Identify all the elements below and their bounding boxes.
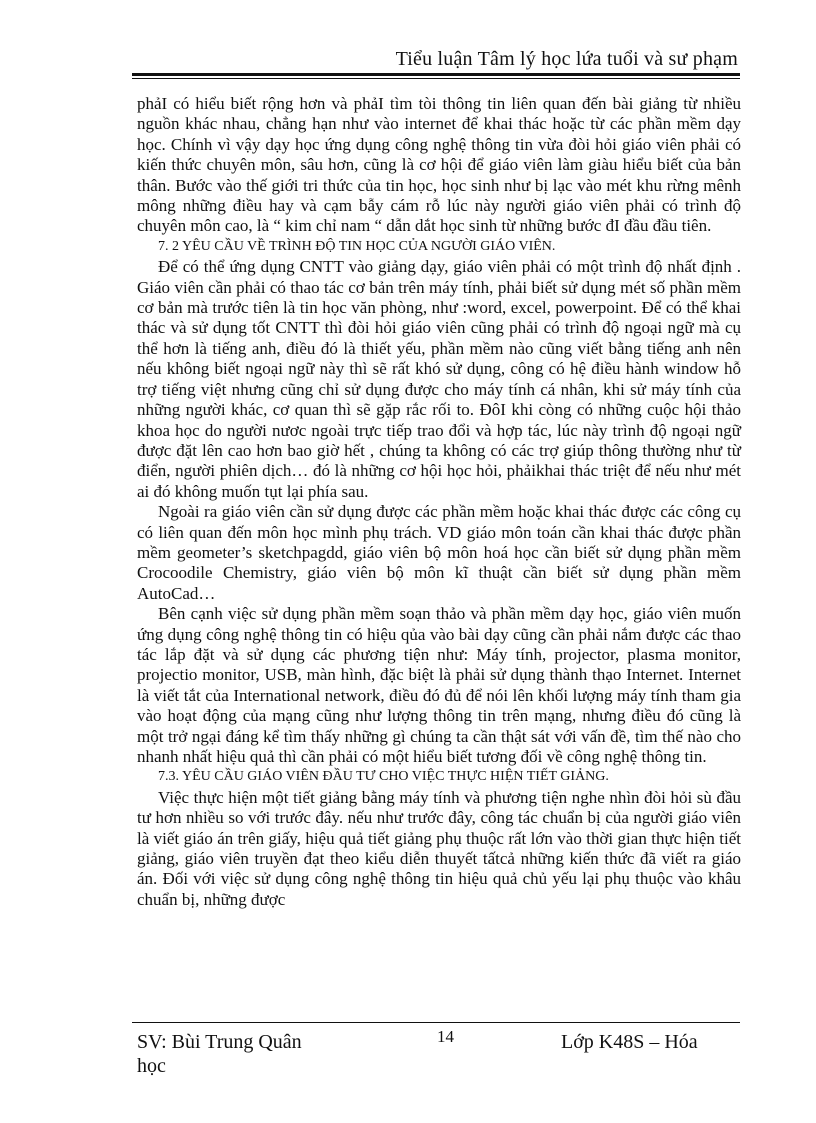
footer-rule <box>132 1022 740 1023</box>
header-rule-thick <box>132 73 740 76</box>
page-number: 14 <box>437 1027 454 1046</box>
section-heading-7-3: 7.3. YÊU CẦU GIÁO VIÊN ĐẦU TƯ CHO VIỆC THỰC HIỆN TIẾT GIẢNG. <box>158 769 609 785</box>
paragraph-4: Bên cạnh việc sử dụng phần mềm soạn thảo và phần mềm dạy học, giáo viên muốn ứng dụng công nghệ thông tin có hiệu qủa vào bài dạy cũng cần phải nắm được các thao tác lắp đặt và sử dụng các phương tiện như: Máy tính, projector, plasma monitor, projectio monitor, USB, màn hình, đặc biệt là phải sử dụng thành thạo Internet. Internet là viết tắt của International network, điều đó đủ để nói lên khối lượng máy tính tham gia vào hoạt động của mạng cũng như lượng thông tin trên mạng, nhưng điều đó cũng là một trở ngại đáng kể tìm thấy những gì chúng ta cần thật sát với vấn đề, tìm thế nào cho nhanh nhất hiệu quả thì cần phải có một hiểu biết tương đối về công nghệ thông tin. <box>137 604 741 766</box>
footer-student-name: SV: Bùi Trung Quân <box>137 1031 302 1053</box>
footer-class-suffix: học <box>137 1055 166 1077</box>
footer-class: Lớp K48S – Hóa <box>561 1031 698 1053</box>
paragraph-5: Việc thực hiện một tiết giảng bằng máy tính và phương tiện nghe nhìn đòi hỏi sù đầu tư hơn nhiều so với trước đây. nếu như trước đây, công tác chuẩn bị của người giáo viên là viết giáo án trên giấy, hiệu quả tiết giảng phụ thuộc rất lớn vào thời gian thực hiện tiết giảng, giáo viên truyền đạt theo kiểu diễn thuyết tấtcả những kiến thức đã viết ra giáo án. Đối với việc sử dụng công nghệ thông tin hiệu quả chủ yếu lại phụ thuộc vào khâu chuẩn bị, những được <box>137 787 741 909</box>
paragraph-1: phảI có hiểu biết rộng hơn và phảI tìm tòi thông tin liên quan đến bài giảng từ nhiều nguồn khác nhau, chẳng hạn như vào internet để khai thác hoặc từ các phần mềm dạy học. Chính vì vậy dạy học ứng dụng công nghệ thông tin vừa đòi hỏi giáo viên phải có kiến thức chuyên môn, sâu hơn, cũng là cơ hội để giáo viên làm giàu hiểu biết của bản thân. Bước vào thế giới tri thức của tin học, học sinh như bị lạc vào mét khu rừng mênh mông những điều hay và cạm bẫy cám rỗ lúc này người giáo viên phải có trình độ chuyên môn cao, là “ kim chỉ nam “ dẫn dắt học sinh từ những bước đI đầu đầu tiên. <box>137 94 741 236</box>
paragraph-2: Để có thể ứng dụng CNTT vào giảng dạy, giáo viên phải có một trình độ nhất định . Giáo viên cần phải có thao tác cơ bản trên máy tính, phải biết sử dụng mét số phần mềm cơ bản mà trước tiên là tin học văn phòng, như :word, excel, powerpoint. Để có thể khai thác và sử dụng tốt CNTT thì đòi hỏi giáo viên cũng phải có trình độ ngoại ngữ mà cụ thể hơn là tiếng anh, điều đó là thiết yếu, phần mềm nào cũng viết bằng tiếng anh nên nếu không biết ngoại ngữ này thì sẽ rất khó sử dụng, công có hệ điều hành window hỗ trợ tiếng việt nhưng cũng chỉ sử dụng được cho máy tính cá nhân, khi sử máy tính của những người khác, cơ quan thì sẽ gặp rắc rối to. ĐôI khi còng có những cuộc hội thảo khoa học do người nươc ngoài trực tiếp trao đổi và hợp tác, lúc này trình độ ngoại ngữ được đặt lên cao hơn bao giờ hết , chúng ta không có các trợ giúp thông thường như từ điển, người phiên dịch… đó là những cơ hội học hỏi, phảikhai thác triệt để nếu như mét ai đó không muốn tụt lại phía sau. <box>137 257 741 501</box>
header-rule-thin <box>132 78 740 79</box>
document-body <box>137 94 741 910</box>
footer-student <box>137 1030 367 1078</box>
section-heading-7-2: 7. 2 YÊU CẦU VỀ TRÌNH ĐỘ TIN HỌC CỦA NGƯỜI GIÁO VIÊN. <box>158 238 556 254</box>
page-header-title: Tiểu luận Tâm lý học lứa tuổi và sư phạm <box>395 48 738 70</box>
paragraph-3: Ngoài ra giáo viên cần sử dụng được các phần mềm hoặc khai thác được các công cụ có liên quan đến môn học mình phụ trách. VD giáo môn toán cần khai thác được phần mềm geometer’s sketchpagdd, giáo viên bộ môn hoá học cần biết sử dụng phần mềm Crocoodile Chemistry, giáo viên bộ môn kĩ thuật cần biết sử dụng phần mềm AutoCad… <box>137 502 741 603</box>
